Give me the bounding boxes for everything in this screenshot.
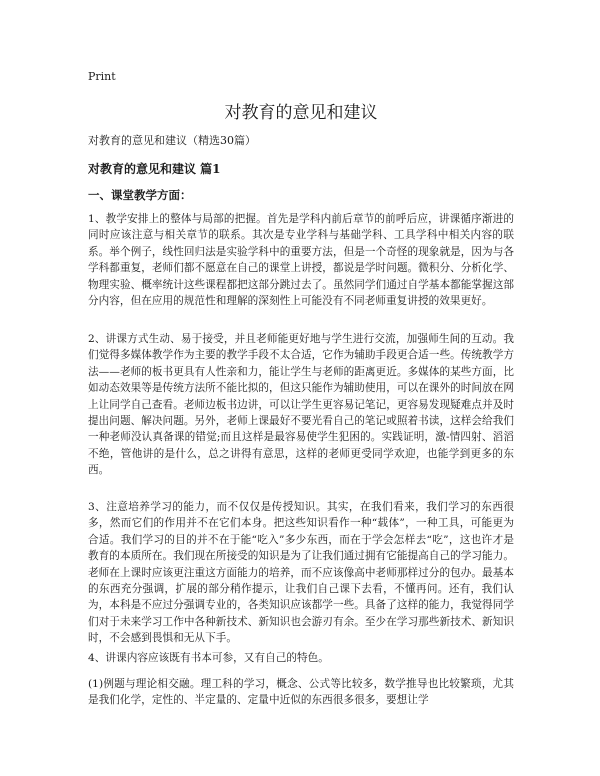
subheading-classroom: 一、课堂教学方面： (88, 188, 192, 202)
section-heading: 对教育的意见和建议 篇1 (88, 162, 221, 176)
page-title: 对教育的意见和建议 (224, 103, 378, 123)
print-link[interactable]: Print (88, 70, 116, 83)
paragraph-4: 4、讲课内容应该既有书本可参，又有自己的特色。 (88, 652, 329, 664)
paragraph-5: (1)例题与理论相交融。理工科的学习，概念、公式等比较多，数学推导也比较繁琐，尤其是我们化学，定性的、半定量的、定量中近似的东西很多很多，要想让学 (88, 678, 514, 707)
paragraph-3: 3、注意培养学习的能力，而不仅仅是传授知识。其实，在我们看来，我们学习的东西很多，然而它们的作用并不在它们本身。把这些知识看作一种“载体”，一种工具，可能更为合适。我们学习的目的并不在于能“吃入”多少东西，而在于学会怎样去“吃”，这也许才是教育的本质所在。我们现在所接受的知识是为了让我们通过拥有它能提高自己的学习能力。老师在上课时应该更注重这方面能力的培养，而不应该像高中老师那样过分的包办。最基本的东西充分强调，扩展的部分稍作提示，让我们自己课下去看，不懂再问。还有，我们认为，本科是不应过分强调专业的，各类知识应该都学一些。具备了这样的能力，我觉得同学们对于未来学习工作中各种新技术、新知识也会游刃有余。至少在学习那些新技术、新知识时，不会感到畏惧和无从下手。 (88, 501, 514, 645)
paragraph-1: 1、教学安排上的整体与局部的把握。首先是学科内前后章节的前呼后应，讲课循序渐进的同时应该注意与相关章节的联系。其次是专业学科与基础学科、工具学科中相关内容的联系。举个例子，线性回归法是实验学科中的重要方法，但是一个奇怪的现象就是，因为与各学科都重复，老师们都不愿意在自己的课堂上讲授，都说是学时问题。微积分、分析化学、物理实验、概率统计这些课程都把这部分跳过去了。虽然同学们通过自学基本都能掌握这部分内容，但在应用的规范性和理解的深刻性上可能没有不同老师重复讲授的效果更好。 (88, 213, 514, 308)
document-subtitle: 对教育的意见和建议（精选30篇） (88, 134, 256, 147)
paragraph-2: 2、讲课方式生动、易于接受，并且老师能更好地与学生进行交流，加强师生间的互动。我们觉得多媒体教学作为主要的教学手段不太合适，它作为辅助手段更合适一些。传统教学方法——老师的板书更具有人性亲和力，能让学生与老师的距离更近。多媒体的某些方面，比如动态效果等是传统方法所不能比拟的，但这只能作为辅助使用，可以在课外的时间放在网上让同学自己查看。老师边板书边讲，可以让学生更容易记笔记，更容易发现疑难点并及时提出问题、解决问题。另外，老师上课最好不要光看自己的笔记或照着书读，这样会给我们一种老师没认真备课的错觉;而且这样是最容易使学生犯困的。实践证明，激-情四射、滔滔不绝，管他讲的是什么，总之讲得有意思，这样的老师更受同学欢迎，也能学到更多的东西。 (88, 333, 514, 477)
